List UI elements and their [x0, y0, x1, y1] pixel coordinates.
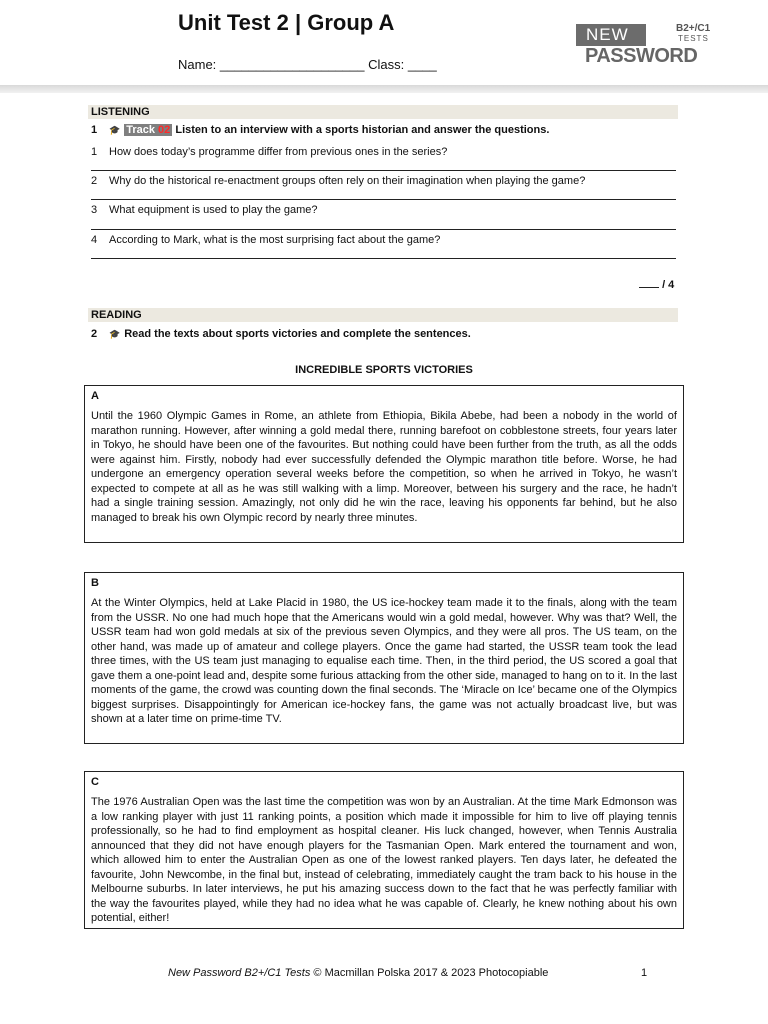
question-text: What equipment is used to play the game? [109, 204, 318, 216]
page-title: Unit Test 2 | Group A [178, 10, 395, 35]
listening-instruction: Listen to an interview with a sports historian and answer the questions. [175, 124, 550, 136]
score-blank[interactable] [639, 277, 659, 288]
logo-new: NEW [576, 24, 646, 46]
page-number: 1 [641, 967, 648, 979]
question-number: 1 [91, 146, 98, 158]
name-class-line: Name: ____________________ Class: ____ [178, 57, 437, 72]
score-total: / 4 [662, 279, 675, 291]
header-divider [0, 85, 768, 93]
logo-tests: TESTS [678, 34, 709, 43]
track-number: 02 [158, 124, 171, 136]
footer-book-title: New Password B2+/C1 Tests [168, 967, 311, 979]
question-item [91, 203, 318, 217]
question-text: According to Mark, what is the most surprising fact about the game? [109, 234, 441, 246]
footer-credit [168, 967, 548, 979]
texts-title: INCREDIBLE SPORTS VICTORIES [295, 364, 473, 376]
question-item [91, 145, 447, 159]
text-body: At the Winter Olympics, held at Lake Placid in 1980, the US ice-hockey team made it to the finals, along with the team from the USSR. No one had much hope that the Americans would win a gold medal, however. Why was that? Well, the USSR team had won gold medals at six of the previous seven Olympics, and they were all pros. The US team, on the other hand, was made up of amateur and college players. Once the game had started, the USSR team took the lead three times, with the US team just managing to equalise each time. Then, in the third period, the US scored a goal that gave them a one-point lead and, despite some furious attacking from the other side, managed to hang on to it. In the last moments of the game, the crowd was counting down the final seconds. The ‘Miracle on Ice’ became one of the Olympics biggest surprises. Disappointingly for American ice-hockey fans, the game was not actually broadcast live, but was shown at a later time on prime-time TV. [91, 597, 677, 725]
task-number: 2 [91, 328, 98, 340]
reading-instruction: Read the texts about sports victories and complete the sentences. [124, 328, 471, 340]
answer-line[interactable] [91, 199, 676, 200]
answer-line[interactable] [91, 258, 676, 259]
track-word: Track [126, 124, 155, 136]
text-box-b [84, 572, 684, 744]
answer-line[interactable] [91, 170, 676, 171]
question-number: 2 [91, 175, 98, 187]
text-body: The 1976 Australian Open was the last time the competition was won by an Australian. At the time Mark Edmonson was a low ranking player with just 11 ranking points, a position which made it impossible for him to live off playing tennis professionally, so he had to find employment as hospital cleaner. His luck changed, however, when Tennis Australia announced that they did not have enough players for the Tasmanian Open. Mark entered the tournament and won, which allowed him to enter the Australian Open as one of the lowest ranked players. Ten days later, he defeated the favourite, John Newcombe, in the final but, instead of celebrating, immediately caught the tram back to his house in the Melbourne suburbs. In later interviews, he put his amazing success down to the fact that he was perfectly familiar with the way the favourites played, while they had no idea what he was capable of. Clearly, he knew nothing about his own potential, either! [91, 796, 677, 924]
reading-heading: READING [88, 308, 678, 322]
question-item [91, 233, 440, 247]
footer-copyright: © Macmillan Polska 2017 & 2023 Photocopiable [310, 967, 549, 979]
listening-task [91, 123, 549, 137]
question-item [91, 174, 585, 188]
reading-task [91, 327, 471, 341]
text-box-a [84, 385, 684, 543]
question-text: Why do the historical re-enactment groups often rely on their imagination when playing the game? [109, 175, 586, 187]
question-number: 4 [91, 234, 98, 246]
mortarboard-icon: 🎓 [109, 329, 121, 339]
question-text: How does today’s programme differ from previous ones in the series? [109, 146, 448, 158]
text-letter: A [91, 390, 99, 402]
track-label [124, 124, 172, 136]
text-body: Until the 1960 Olympic Games in Rome, an athlete from Ethiopia, Bikila Abebe, had been a nobody in the world of marathon running. However, after winning a gold medal there, running barefoot on cobblestone streets, four years later in Tokyo, he should have been one of the favourites. But nothing could have been further from the truth, as all the odds were against him. Firstly, nobody had ever successfully defended the Olympic marathon title before. Worse, he had undergone an emergency operation several weeks before the competition, so when he arrived in Tokyo, he wasn’t expected to compete at all as he was still walking with a limp. Moreover, between his surgery and the race, he hadn’t had a single training session. Amazingly, not only did he win the race, leaving his opponents far behind, but he also managed to break his own Olympic record by nearly three minutes. [91, 410, 677, 524]
task-number: 1 [91, 124, 98, 136]
question-number: 3 [91, 204, 98, 216]
listening-heading: LISTENING [88, 105, 678, 119]
new-password-logo [576, 24, 722, 68]
text-letter: C [91, 776, 99, 788]
text-box-c [84, 771, 684, 929]
listening-score [639, 277, 674, 291]
mortarboard-icon: 🎓 [109, 125, 121, 135]
logo-level: B2+/C1 [676, 23, 711, 34]
answer-line[interactable] [91, 229, 676, 230]
logo-password: PASSWORD [585, 45, 698, 67]
text-letter: B [91, 577, 99, 589]
